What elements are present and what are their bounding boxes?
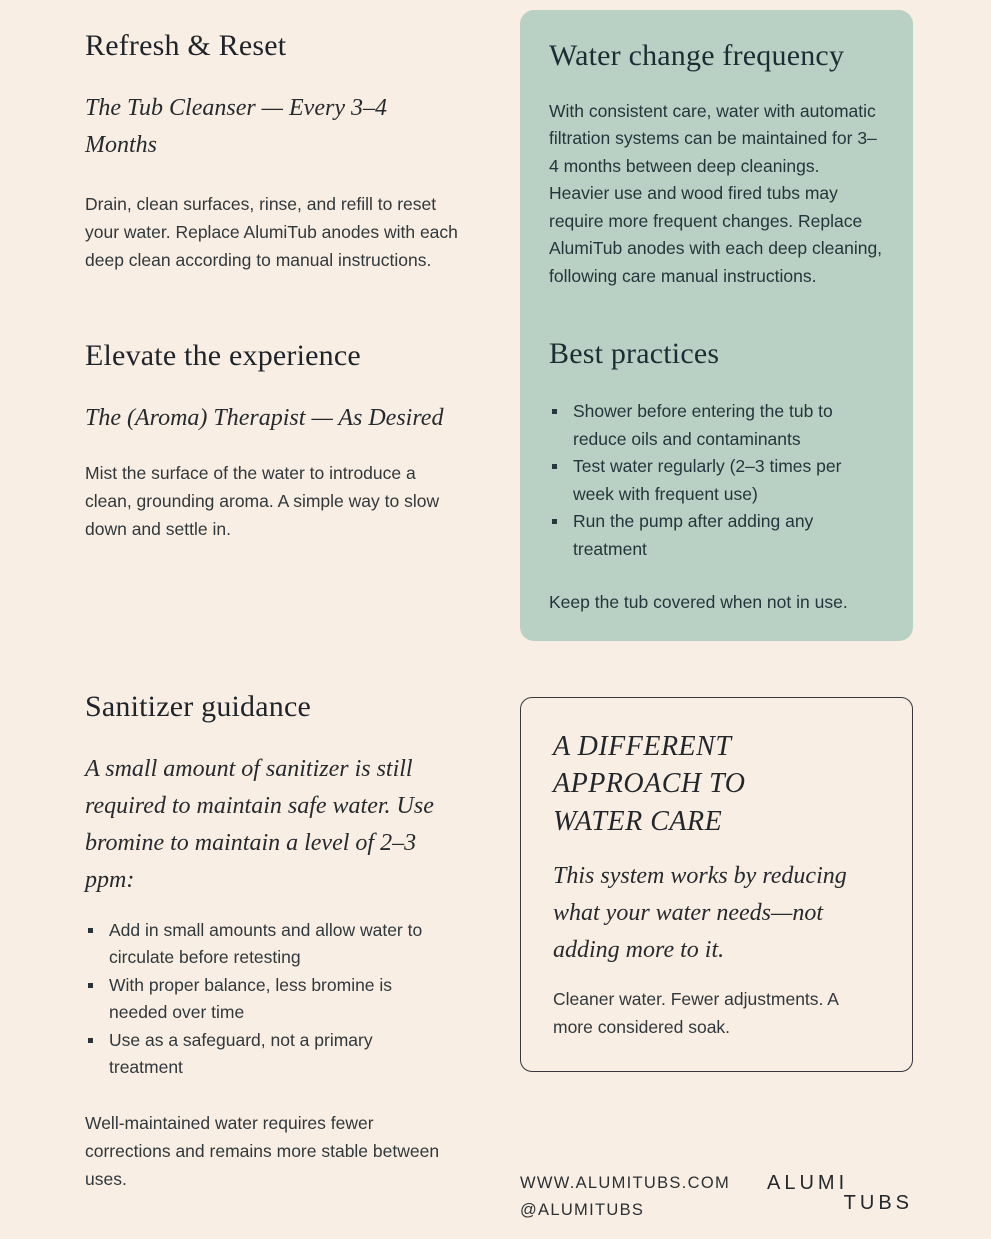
- social-handle-text: @ALUMITUBS: [520, 1201, 645, 1220]
- elevate-subheading: The (Aroma) Therapist — As Desired: [85, 404, 444, 431]
- footer: [520, 1170, 913, 1224]
- section-sanitizer-guidance: [85, 689, 500, 1194]
- water-change-heading: Water change frequency: [549, 39, 845, 72]
- website-text: WWW.ALUMITUBS.COM: [520, 1173, 731, 1192]
- list-item: Test water regularly (2–3 times per week with frequent use): [549, 453, 869, 508]
- right-column: [520, 0, 913, 1239]
- elevate-heading: Elevate the experience: [85, 338, 361, 372]
- water-change-body: With consistent care, water with automatic filtration systems can be maintained for 3–4 months between deep cleanings. Heavier use and wood fired tubs may require more frequent changes. Replace AlumiTub anodes with each deep cleaning, following care manual instructions.: [549, 101, 883, 286]
- elevate-body: Mist the surface of the water to introduce a clean, grounding aroma. A simple way to slow down and settle in.: [85, 462, 440, 539]
- sanitizer-intro: A small amount of sanitizer is still required to maintain safe water. Use bromine to maintain a level of 2–3 ppm:: [85, 755, 434, 893]
- list-item: With proper balance, less bromine is needed over time: [85, 972, 425, 1027]
- refresh-reset-subheading: The Tub Cleanser — Every 3–4 Months: [85, 95, 387, 158]
- section-refresh-reset: [85, 28, 500, 274]
- sanitizer-bullet-list: [85, 917, 500, 1082]
- cover-note: Keep the tub covered when not in use.: [549, 592, 848, 613]
- refresh-reset-body: Drain, clean surfaces, rinse, and refill to reset your water. Replace AlumiTub anodes with each deep clean according to manual instructions.: [85, 193, 458, 270]
- logo-word-tubs: TUBS: [843, 1191, 913, 1214]
- water-care-card: [520, 10, 913, 641]
- approach-box-body: Cleaner water. Fewer adjustments. A more considered soak.: [553, 988, 838, 1037]
- list-item: Add in small amounts and allow water to circulate before retesting: [85, 917, 425, 972]
- left-column: [85, 0, 500, 1239]
- list-item: Run the pump after adding any treatment: [549, 508, 869, 563]
- approach-box-lead: This system works by reducing what your water needs—not adding more to it.: [553, 863, 847, 964]
- sanitizer-heading: Sanitizer guidance: [85, 689, 312, 723]
- list-item: Use as a safeguard, not a primary treatment: [85, 1027, 425, 1082]
- sanitizer-outro: Well-maintained water requires fewer corrections and remains more stable between uses.: [85, 1113, 440, 1190]
- alumitubs-logo: [767, 1172, 913, 1215]
- best-practices-bullet-list: [549, 398, 884, 563]
- logo-word-alumi: ALUMI: [767, 1171, 849, 1194]
- refresh-reset-heading: Refresh & Reset: [85, 29, 287, 62]
- section-elevate-experience: [85, 338, 500, 543]
- approach-box-title: A DIFFERENT APPROACH TO WATER CARE: [553, 730, 746, 837]
- contact-block: [520, 1170, 730, 1224]
- list-item: Shower before entering the tub to reduce oils and contaminants: [549, 398, 869, 453]
- approach-box: [520, 697, 913, 1072]
- best-practices-heading: Best practices: [549, 337, 720, 371]
